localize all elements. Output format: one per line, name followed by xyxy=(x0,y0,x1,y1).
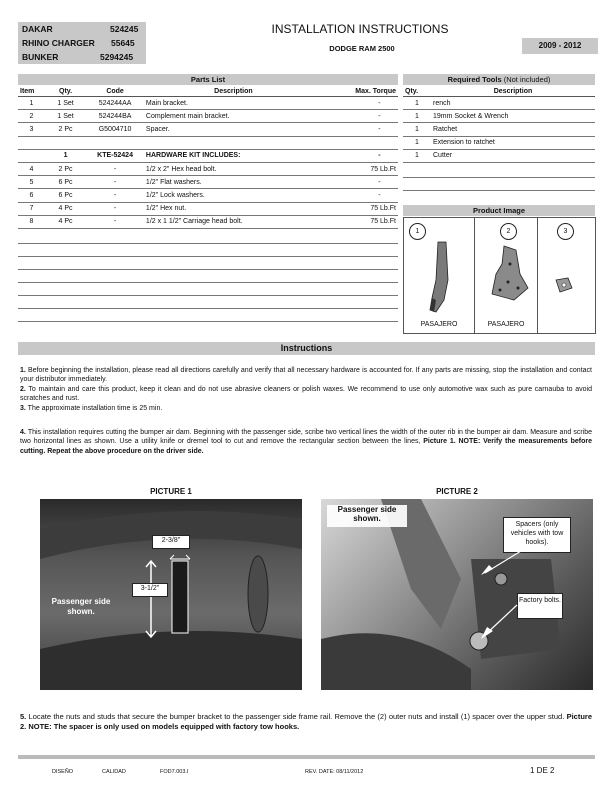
model-name-1: DAKAR xyxy=(22,24,53,34)
step-number: 1. xyxy=(20,367,26,374)
cell: 1 xyxy=(403,149,431,162)
footer-rule xyxy=(18,755,595,759)
table-row xyxy=(18,189,398,202)
cell: 1/2 x 1 1/2" Carriage head bolt. xyxy=(144,215,323,228)
factory-bolts-callout-arrow xyxy=(471,603,521,643)
years-badge: 2009 - 2012 xyxy=(522,38,598,54)
cell: 6 Pc xyxy=(45,189,86,202)
col-description: Description xyxy=(144,86,323,97)
cell: - xyxy=(86,189,144,202)
step-note: Picture 2. NOTE: The spacer is only used on models equipped with factory tow hooks. xyxy=(20,712,593,731)
picture-1-caption: Passenger side shown. xyxy=(51,597,111,616)
instruction-step-2 xyxy=(20,385,592,404)
table-row xyxy=(18,176,398,189)
page-number: 1 DE 2 xyxy=(530,766,555,775)
cell: 6 xyxy=(18,189,45,202)
tools-header-row xyxy=(403,86,595,97)
product-number-2: 2 xyxy=(500,223,517,240)
cell xyxy=(86,136,144,149)
main-bracket-image xyxy=(422,240,462,315)
bumper-illustration xyxy=(40,499,302,690)
tools-title-text: Required Tools xyxy=(447,75,502,84)
empty-row-line xyxy=(18,269,398,270)
cell: 524244AA xyxy=(86,97,144,110)
cell: - xyxy=(86,162,144,175)
factory-bolts-callout: Factory bolts. xyxy=(517,593,563,619)
cell: HARDWARE KIT INCLUDES: xyxy=(144,149,323,162)
cell: 4 Pc xyxy=(45,215,86,228)
table-row xyxy=(18,162,398,175)
col-tool-description: Description xyxy=(431,86,595,97)
tools-title xyxy=(403,74,595,85)
cell: Cutter xyxy=(431,149,595,162)
dimension-side-label: 3-1/2" xyxy=(132,583,168,597)
cell: rench xyxy=(431,97,595,110)
dimension-side-arrow xyxy=(144,559,158,639)
cell: 75 Lb.Ft xyxy=(323,215,398,228)
table-row xyxy=(18,136,398,149)
cell: 8 xyxy=(18,215,45,228)
cell: 5 xyxy=(18,176,45,189)
cell: 75 Lb.Ft xyxy=(323,202,398,215)
spacers-callout-arrow xyxy=(471,549,531,579)
model-name-2: RHINO CHARGER xyxy=(22,38,95,48)
product-image-title: Product Image xyxy=(403,205,595,216)
cell xyxy=(18,149,45,162)
picture-1-title: PICTURE 1 xyxy=(150,487,192,496)
model-code-3: 5294245 xyxy=(100,52,134,62)
cell: 3 xyxy=(18,123,45,136)
step-number: 5. xyxy=(20,712,27,721)
step-number: 2. xyxy=(20,386,26,393)
cell: - xyxy=(323,176,398,189)
empty-row-line xyxy=(403,177,595,178)
cell: 75 Lb.Ft xyxy=(323,162,398,175)
cell: 1 xyxy=(403,110,431,123)
empty-row-line xyxy=(18,243,398,244)
model-row-1 xyxy=(22,24,142,34)
parts-list-title: Parts List xyxy=(18,74,398,85)
model-row-2 xyxy=(22,38,142,48)
step-number: 3. xyxy=(20,405,26,412)
step-text: This installation requires cutting the bumper air dam. Beginning with the passenger side, scribe two vertical lines the width of the outer rib in the bumper air dam. Measure and scribe two horizontal lines as shown. Use a utility knife or dremel tool to cut and remove the rectangular section between the lines, xyxy=(20,429,592,446)
spacers-callout: Spacers (only vehicles with tow hooks). xyxy=(503,517,571,553)
cell: KTE-52424 xyxy=(86,149,144,162)
step-number: 4. xyxy=(20,429,26,436)
cell: Extension to ratchet xyxy=(431,136,595,149)
footer-diseno: DISEÑO xyxy=(52,769,74,775)
cell: 1/2" Lock washers. xyxy=(144,189,323,202)
parts-table xyxy=(18,86,398,229)
empty-row-line xyxy=(18,256,398,257)
empty-row-line xyxy=(18,308,398,309)
product-number-3: 3 xyxy=(557,223,574,240)
complement-bracket-image xyxy=(484,244,534,304)
model-code-2: 55645 xyxy=(111,38,135,48)
empty-row-line xyxy=(18,282,398,283)
instruction-step-3 xyxy=(20,404,592,413)
cell: 2 Pc xyxy=(45,123,86,136)
cell: 7 xyxy=(18,202,45,215)
table-row xyxy=(18,215,398,228)
document-title: INSTALLATION INSTRUCTIONS xyxy=(271,22,449,36)
cell: 1 xyxy=(18,97,45,110)
step-text: Before beginning the installation, please read all directions carefully and verify that all necessary hardware is accounted for. If any parts are missing, stop the installation and contact your distributor immediately. xyxy=(20,367,592,384)
instruction-step-1 xyxy=(20,366,592,385)
instructions-title: Instructions xyxy=(18,342,595,355)
parts-header-row xyxy=(18,86,398,97)
cell: - xyxy=(323,149,398,162)
step-text: The approximate installation time is 25 min. xyxy=(25,405,163,412)
cell xyxy=(45,136,86,149)
table-row xyxy=(403,149,595,162)
picture-2-photo xyxy=(321,499,593,690)
table-row xyxy=(403,136,595,149)
col-qty: Qty. xyxy=(45,86,86,97)
cell: 1/2 x 2" Hex head bolt. xyxy=(144,162,323,175)
model-code-1: 524245 xyxy=(110,24,139,34)
cell: Ratchet xyxy=(431,123,595,136)
product-divider xyxy=(474,218,475,333)
cell: 1 xyxy=(403,136,431,149)
picture-2-caption: Passenger side shown. xyxy=(327,505,407,527)
picture-1-photo xyxy=(40,499,302,690)
cell: 19mm Socket & Wrench xyxy=(431,110,595,123)
picture-2-title: PICTURE 2 xyxy=(436,487,478,496)
cell: G5004710 xyxy=(86,123,144,136)
product-image-box xyxy=(403,217,596,334)
empty-row-line xyxy=(403,190,595,191)
product-caption-1: PASAJERO xyxy=(420,321,458,328)
product-caption-2: PASAJERO xyxy=(487,321,525,328)
empty-row-line xyxy=(18,295,398,296)
col-code: Code xyxy=(86,86,144,97)
footer-form-code: FOD7.003.I xyxy=(160,769,189,775)
table-row xyxy=(18,97,398,110)
cell: 4 Pc xyxy=(45,202,86,215)
product-divider xyxy=(537,218,538,333)
cell: - xyxy=(86,176,144,189)
table-row xyxy=(18,149,398,162)
cell: 1 xyxy=(45,149,86,162)
cell: 1/2" Flat washers. xyxy=(144,176,323,189)
cell xyxy=(18,136,45,149)
cell: - xyxy=(86,215,144,228)
tools-table xyxy=(403,86,595,163)
footer-revision-date: REV. DATE: 08/11/2012 xyxy=(305,769,364,775)
table-row xyxy=(403,97,595,110)
cell: - xyxy=(323,110,398,123)
cell: 6 Pc xyxy=(45,176,86,189)
cell xyxy=(144,136,323,149)
cell: Complement main bracket. xyxy=(144,110,323,123)
cell: 1 Set xyxy=(45,97,86,110)
table-row xyxy=(18,202,398,215)
model-name-3: BUNKER xyxy=(22,52,59,62)
step-text: To maintain and care this product, keep it clean and do not use abrasive cleaners or polish waxes. We recommend to use only automotive wax such as pure carnauba to avoid scratches and rust. xyxy=(20,386,592,403)
instruction-step-5 xyxy=(20,712,592,732)
table-row xyxy=(18,123,398,136)
cell: - xyxy=(323,97,398,110)
cell: 2 Pc xyxy=(45,162,86,175)
cell: 4 xyxy=(18,162,45,175)
cell: - xyxy=(86,202,144,215)
cell: 1/2" Hex nut. xyxy=(144,202,323,215)
model-row-3 xyxy=(22,52,142,62)
spacer-image xyxy=(554,276,574,294)
cell: Main bracket. xyxy=(144,97,323,110)
dimension-top-label: 2-3/8" xyxy=(152,535,190,549)
dimension-top-arrow xyxy=(168,547,192,561)
cell: 1 Set xyxy=(45,110,86,123)
vehicle-name: DODGE RAM 2500 xyxy=(329,44,395,53)
table-row xyxy=(403,123,595,136)
footer-calidad: CALIDAD xyxy=(102,769,126,775)
step-text: Locate the nuts and studs that secure the bumper bracket to the passenger side frame rail. Remove the (2) outer nuts and install (1) spacer over the upper stud. xyxy=(26,712,565,721)
cell: - xyxy=(323,189,398,202)
cell: 2 xyxy=(18,110,45,123)
cell: 1 xyxy=(403,123,431,136)
cell: Spacer. xyxy=(144,123,323,136)
cell: 1 xyxy=(403,97,431,110)
cell: 524244BA xyxy=(86,110,144,123)
step-note: Picture 1. NOTE: Verify the measurements before cutting. Repeat the above procedure on the driver side. xyxy=(20,438,592,455)
cell: - xyxy=(323,123,398,136)
col-torque: Max. Torque xyxy=(323,86,398,97)
empty-row-line xyxy=(18,321,398,322)
col-tool-qty: Qty. xyxy=(403,86,431,97)
product-number-1: 1 xyxy=(409,223,426,240)
col-item: Item xyxy=(18,86,45,97)
instruction-step-4 xyxy=(20,428,592,456)
tools-title-note: (Not included) xyxy=(503,75,551,84)
table-row xyxy=(18,110,398,123)
cell xyxy=(323,136,398,149)
table-row xyxy=(403,110,595,123)
